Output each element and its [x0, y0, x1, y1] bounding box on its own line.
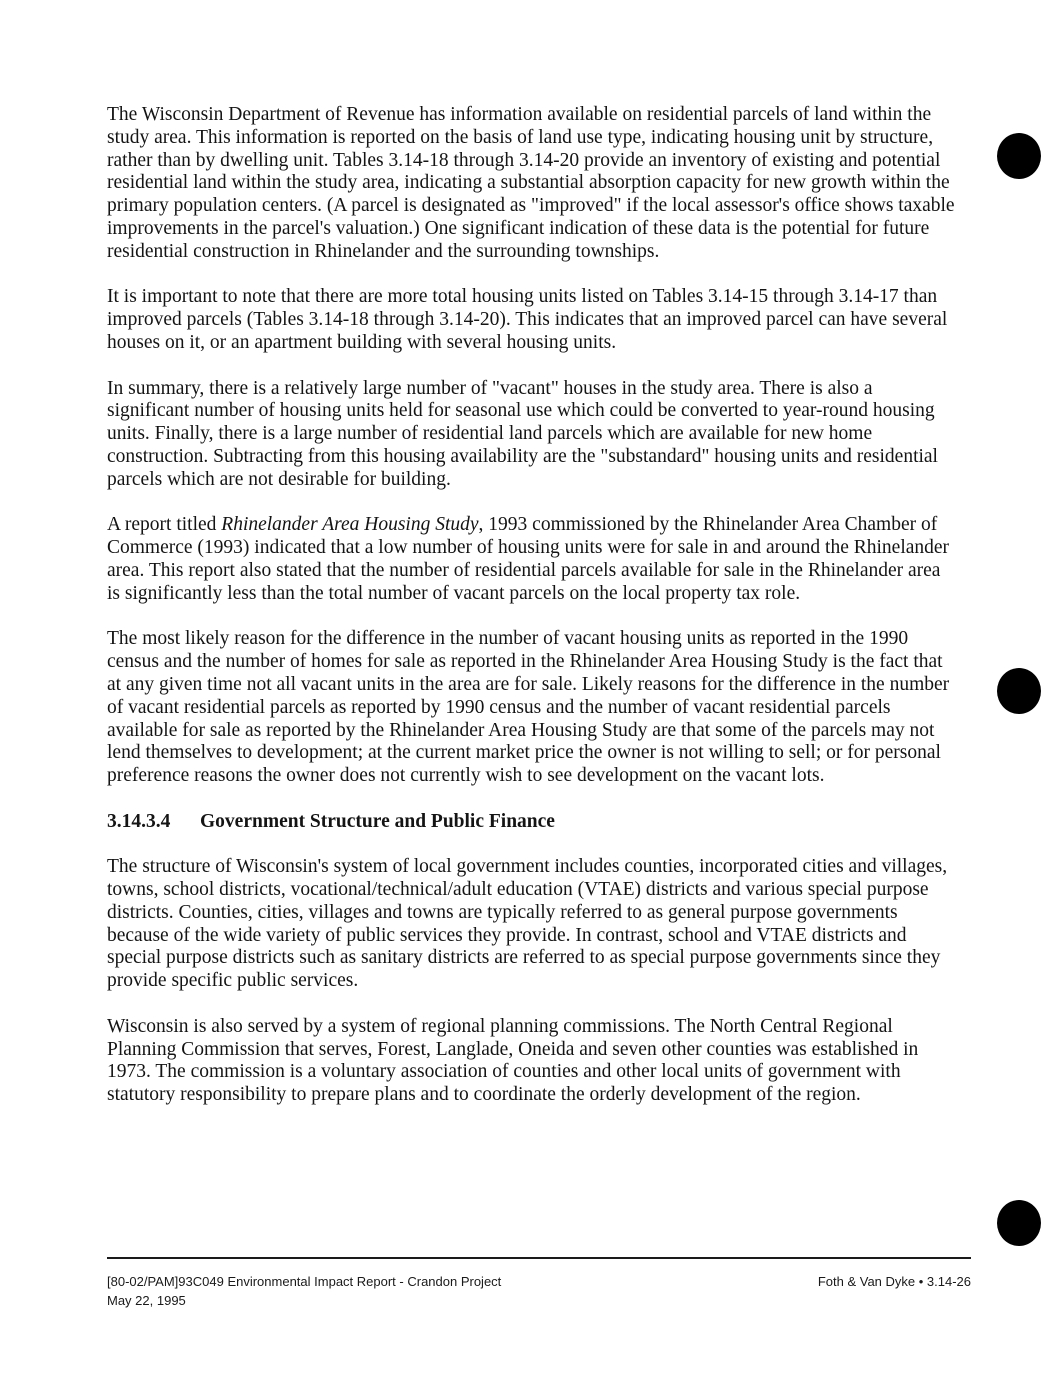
report-title-italic: Rhinelander Area Housing Study [221, 514, 479, 536]
paragraph-housing-study-lead: A report titled [107, 514, 222, 536]
section-heading [107, 811, 957, 834]
punch-hole-middle [997, 668, 1041, 714]
section-title: Government Structure and Public Finance [200, 810, 555, 832]
footer-page-reference: Foth & Van Dyke • 3.14-26 [817, 1274, 971, 1289]
paragraph-housing-study-report [107, 514, 957, 605]
punch-hole-bottom [997, 1200, 1041, 1246]
punch-hole-top [997, 133, 1041, 179]
footer-document-id: [80-02/PAM]93C049 Environmental Impact Report - Crandon Project [107, 1274, 502, 1289]
footer-left [107, 1272, 501, 1310]
section-number: 3.14.3.4 [107, 810, 171, 832]
paragraph-local-government: The structure of Wisconsin's system of local government includes counties, incorporated cities and villages, towns, school districts, vocational/technical/adult education (VTAE) districts and various special purpose districts. Counties, cities, villages and towns are typically referred to as general purpose governments because of the wide variety of public services they provide. In contrast, school and VTAE districts and special purpose districts such as sanitary districts are referred to as special purpose governments since they provide specific public services. [107, 856, 948, 992]
document-body [107, 104, 957, 1130]
paragraph-summary: In summary, there is a relatively large number of "vacant" houses in the study area. There is also a significant number of housing units held for seasonal use which could be converted to year-round housing units. Finally, there is a large number of residential land parcels which are available for new home construction. Subtracting from this housing availability are the "substandard" housing units and residential parcels which are not desirable for building. [107, 377, 938, 490]
paragraph-vacancy-reasons: The most likely reason for the difference in the number of vacant housing units as reported in the 1990 census and the number of homes for sale as reported in the Rhinelander Area Housing Study is the fact that at any given time not all vacant units in the area are for sale. Likely reasons for the difference in the number of vacant residential parcels as reported by 1990 census and the number of vacant residential parcels available for sale as reported by the Rhinelander Area Housing Study are that some of the parcels may not lend themselves to development; at the current market price the owner is not willing to sell; or for personal preference reasons the owner does not currently wish to see development on the vacant lots. [107, 628, 950, 787]
paragraph-housing-study-rest: , 1993 commissioned by the Rhinelander Area Chamber of Commerce (1993) indicated that a low number of housing units were for sale in and around the Rhinelander area. This report also stated that the number of residential parcels available for sale in the Rhinelander area is significantly less than the total number of vacant parcels on the local property tax role. [107, 514, 950, 604]
footer-divider [107, 1257, 971, 1259]
paragraph-regional-planning: Wisconsin is also served by a system of regional planning commissions. The North Central Regional Planning Commission that serves, Forest, Langlade, Oneida and seven other counties was established in 1973. The commission is a voluntary association of counties and other local units of government with statutory responsibility to prepare plans and to coordinate the orderly development of the region. [107, 1015, 919, 1106]
paragraph-revenue-parcels: The Wisconsin Department of Revenue has information available on residential parcels of land within the study area. This information is reported on the basis of land use type, indicating housing unit by structure, rather than by dwelling unit. Tables 3.14-18 through 3.14-20 provide an inventory of existing and potential residential land within the study area, indicating a substantial absorption capacity for new growth within the primary population centers. (A parcel is designated as "improved" if the local assessor's office shows taxable improvements in the parcel's valuation.) One significant indication of these data is the potential for future residential construction in Rhinelander and the surrounding townships. [107, 104, 955, 262]
paragraph-housing-units-note: It is important to note that there are more total housing units listed on Tables 3.14-15 through 3.14-17 than improved parcels (Tables 3.14-18 through 3.14-20). This indicates that an improved parcel can have several houses on it, or an apartment building with several housing units. [107, 286, 948, 353]
footer-date: May 22, 1995 [107, 1293, 186, 1308]
